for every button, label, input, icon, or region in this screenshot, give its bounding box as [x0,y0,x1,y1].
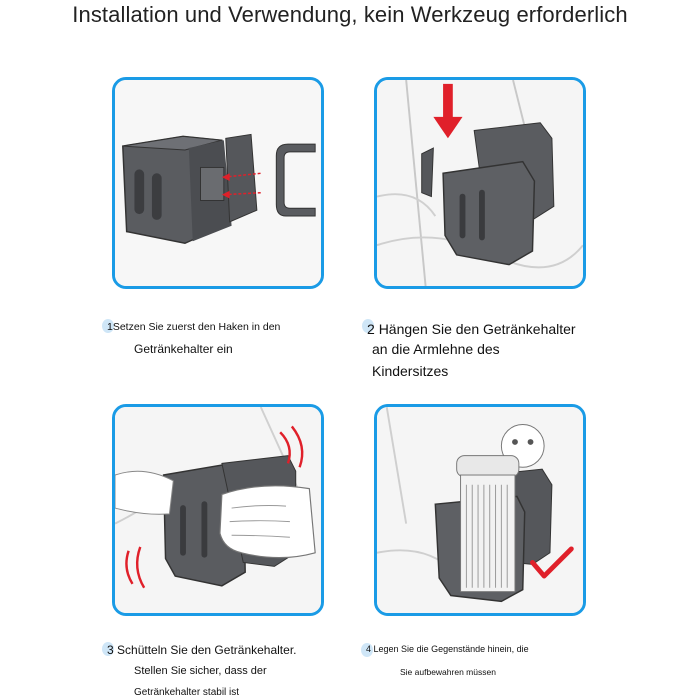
cup-holder-hook-insert-icon [115,80,321,286]
step-3-caption-line-1: 3 Schütteln Sie den Getränkehalter. [107,643,297,657]
step-3-illustration [112,404,324,616]
step-3-number: 3 [107,643,114,657]
step-2-illustration [374,77,586,289]
step-2-number: 2 [367,321,375,337]
page-title: Installation und Verwendung, kein Werkzeug erforderlich [72,2,628,27]
step-1-illustration [112,77,324,289]
cup-holder-armrest-hang-icon [377,80,583,286]
step-4-illustration [374,404,586,616]
step-4-caption-line-2: Sie aufbewahren müssen [400,667,496,677]
step-1-number: 1 [107,321,113,333]
step-4-caption-line-1: 4 Legen Sie die Gegenstände hinein, die [366,644,529,654]
step-4-number: 4 [366,644,372,654]
step-3-caption-line-2: Stellen Sie sicher, dass der [134,665,267,677]
step-3-caption-line-3: Getränkehalter stabil ist [134,687,240,698]
step-1-caption-line-2: Getränkehalter ein [134,342,233,356]
step-2-caption-line-2: an die Armlehne des [372,341,500,357]
step-1-caption-line-1: 1Setzen Sie zuerst den Haken in den [107,321,281,333]
step-2-caption-line-1: 2 Hängen Sie den Getränkehalter [367,321,576,337]
cup-holder-filled-checkmark-icon [377,407,583,613]
step-2-caption-line-3: Kindersitzes [372,363,449,379]
cup-holder-shake-icon [115,407,321,613]
